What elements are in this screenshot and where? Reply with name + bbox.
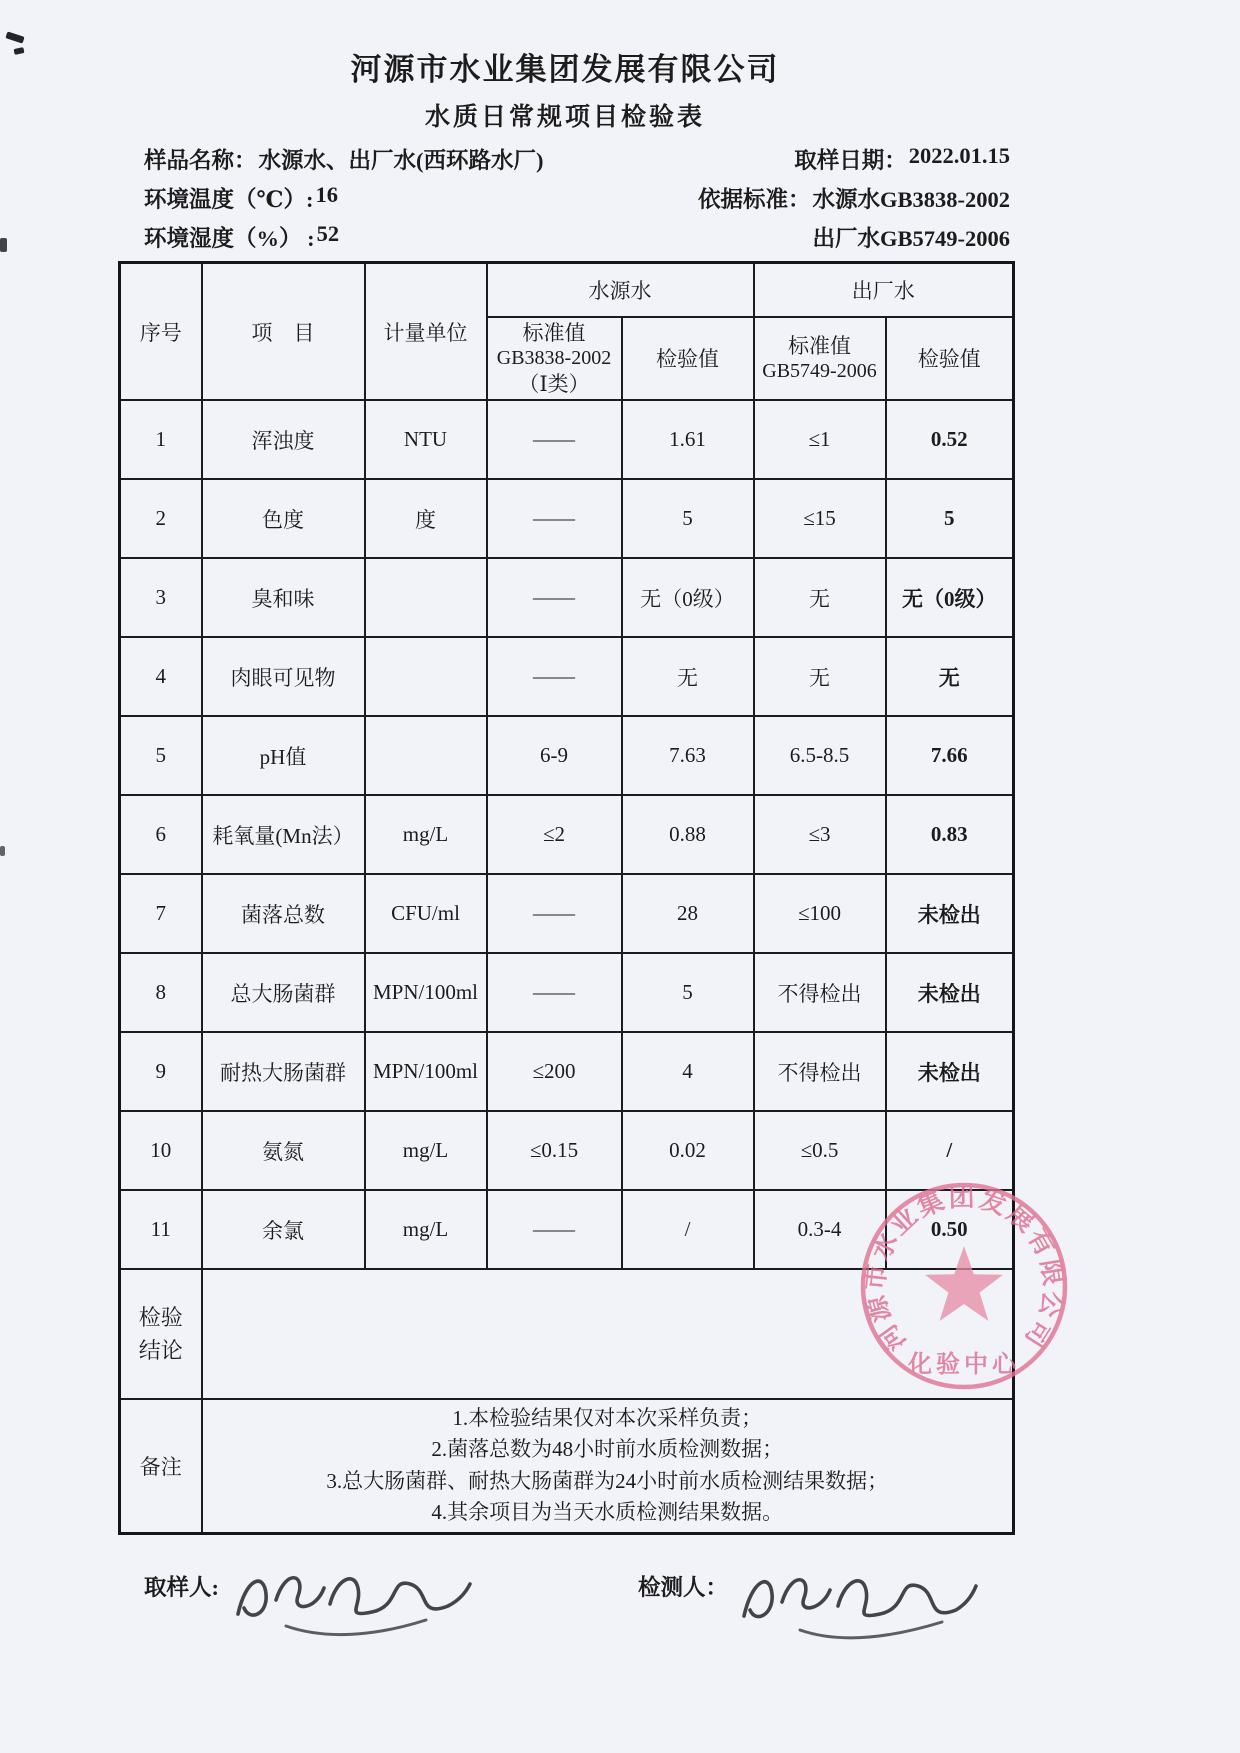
col-header-item: 项 目 bbox=[202, 263, 365, 401]
table-header-group-row bbox=[120, 263, 1014, 317]
remark-note: 2.菌落总数为48小时前水质检测数据； bbox=[431, 1437, 784, 1462]
table-row: 1 浑浊度 NTU —— 1.61 ≤1 0.52 bbox=[120, 400, 1014, 479]
sample-name-value: 水源水、出厂水(西环路水厂) bbox=[258, 148, 544, 173]
table-row: 5 pH值 6-9 7.63 6.5-8.5 7.66 bbox=[120, 716, 1014, 795]
info-row-humidity bbox=[118, 221, 1012, 253]
report-title: 水质日常规项目检验表 bbox=[424, 104, 705, 131]
env-humidity-label: 环境湿度（%） : bbox=[144, 226, 315, 251]
standard-factory-water: 出厂水GB5749-2006 bbox=[812, 226, 1010, 251]
col-header-source-standard: 标准值 GB3838-2002 （Ⅰ类） bbox=[487, 317, 622, 401]
company-name: 河源市水业集团发展有限公司 bbox=[350, 52, 780, 87]
info-row-temperature bbox=[118, 182, 1012, 214]
company-seal-stamp bbox=[838, 1160, 1090, 1412]
conclusion-label: 检验 结论 bbox=[120, 1269, 202, 1399]
env-temp-label: 环境温度（℃）: bbox=[144, 187, 314, 212]
scan-artifact bbox=[0, 846, 5, 856]
table-row: 6 耗氧量(Mn法） mg/L ≤2 0.88 ≤3 0.83 bbox=[120, 795, 1014, 874]
stamp-star-icon bbox=[925, 1246, 1003, 1321]
stamp-arc-text: 河源市水业集团发展有限公司 bbox=[860, 1182, 1068, 1357]
env-humidity-value: 52 bbox=[316, 221, 340, 246]
table-row: 11 余氯 mg/L —— / 0.3-4 0.50 bbox=[120, 1190, 1014, 1269]
scan-artifact bbox=[5, 31, 24, 43]
sample-date-value: 2022.01.15 bbox=[908, 143, 1010, 168]
sampler-label: 取样人: bbox=[144, 1575, 219, 1600]
sampler-signature bbox=[226, 1556, 476, 1652]
tester-label: 检测人： bbox=[638, 1575, 729, 1600]
remark-note: 4.其余项目为当天水质检测结果数据。 bbox=[431, 1500, 784, 1525]
table-row: 10 氨氮 mg/L ≤0.15 0.02 ≤0.5 / bbox=[120, 1111, 1014, 1190]
col-header-source-checkvalue: 检验值 bbox=[622, 317, 754, 401]
table-row: 9 耐热大肠菌群 MPN/100ml ≤200 4 不得检出 未检出 bbox=[120, 1032, 1014, 1111]
env-temp-value: 16 bbox=[315, 182, 338, 207]
col-header-seq: 序号 bbox=[120, 263, 202, 401]
standard-source-water: 水源水GB3838-2002 bbox=[812, 187, 1010, 212]
table-row: 7 菌落总数 CFU/ml —— 28 ≤100 未检出 bbox=[120, 874, 1014, 953]
table-row: 3 臭和味 —— 无（0级） 无 无（0级） bbox=[120, 558, 1014, 637]
remark-note: 3.总大肠菌群、耐热大肠菌群为24小时前水质检测结果数据； bbox=[326, 1468, 889, 1493]
remark-row bbox=[120, 1399, 1014, 1533]
scan-artifact bbox=[0, 238, 7, 252]
stamp-bottom-text: 化验中心 bbox=[908, 1352, 1020, 1378]
table-row: 2 色度 度 —— 5 ≤15 5 bbox=[120, 479, 1014, 558]
remark-notes bbox=[202, 1399, 1014, 1533]
col-header-factory-standard: 标准值 GB5749-2006 bbox=[754, 317, 886, 401]
sample-date-label: 取样日期： bbox=[794, 148, 907, 173]
table-row: 4 肉眼可见物 —— 无 无 无 bbox=[120, 637, 1014, 716]
col-header-unit: 计量单位 bbox=[365, 263, 487, 401]
col-header-factory-checkvalue: 检验值 bbox=[886, 317, 1014, 401]
tester-signature bbox=[730, 1556, 980, 1652]
standard-label: 依据标准： bbox=[697, 187, 811, 212]
info-row-sample bbox=[118, 143, 1012, 175]
scan-artifact bbox=[13, 47, 24, 55]
table-row: 8 总大肠菌群 MPN/100ml —— 5 不得检出 未检出 bbox=[120, 953, 1014, 1032]
sample-name-label: 样品名称： bbox=[144, 148, 257, 173]
remark-label: 备注 bbox=[120, 1399, 202, 1533]
col-group-factory-water: 出厂水 bbox=[754, 263, 1014, 317]
remark-note: 1.本检验结果仅对本次采样负责； bbox=[452, 1405, 763, 1430]
col-group-source-water: 水源水 bbox=[487, 263, 754, 317]
